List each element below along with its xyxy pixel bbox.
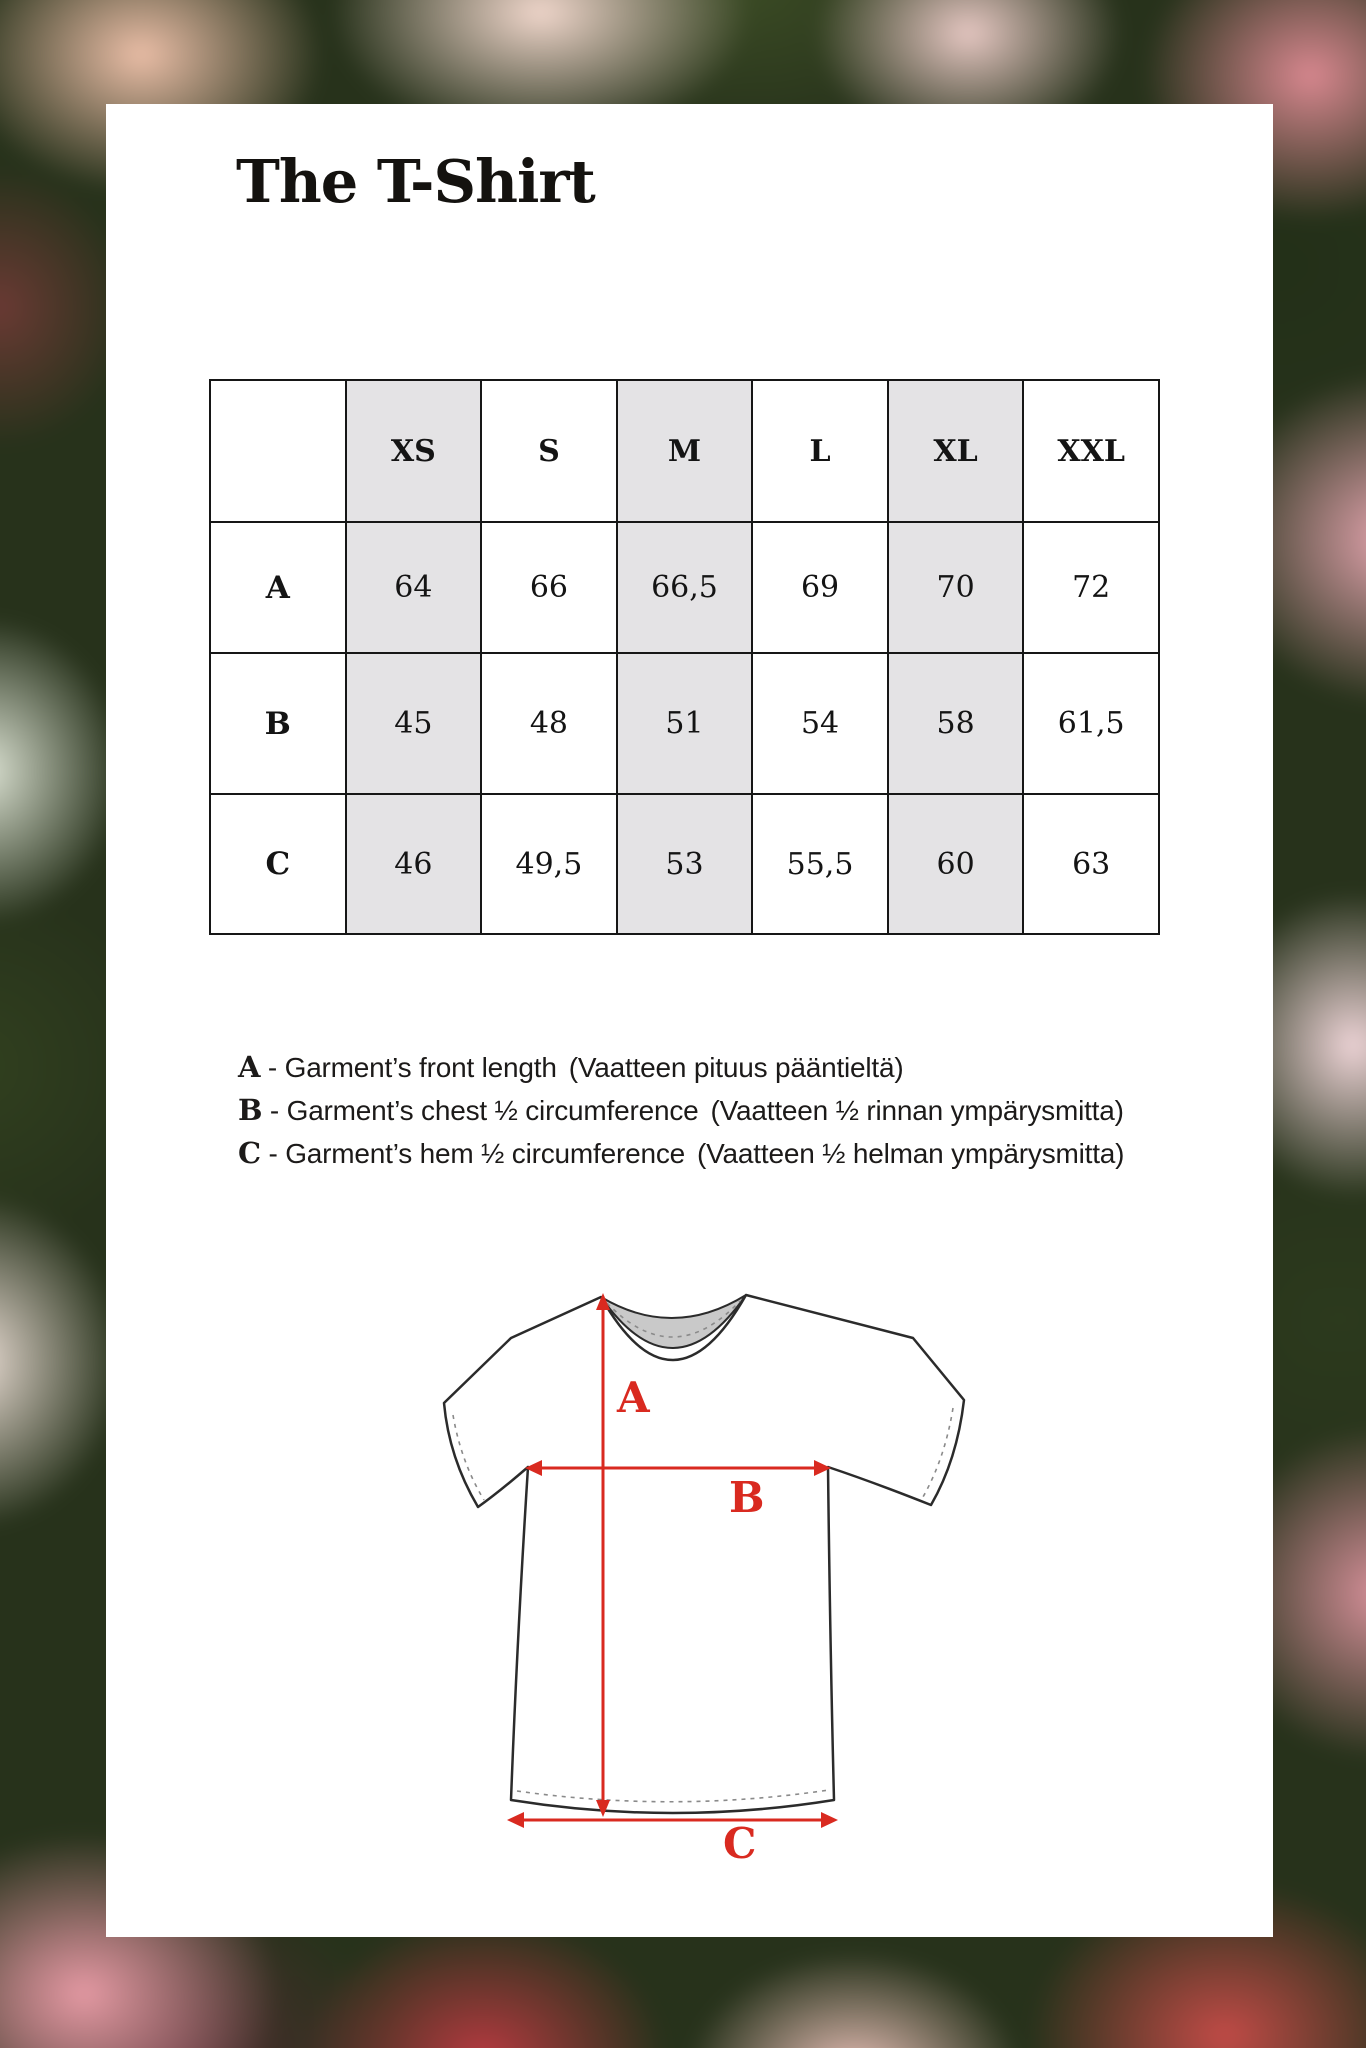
corner-cell bbox=[210, 380, 346, 522]
size-column-header-l: L bbox=[752, 380, 888, 522]
legend-separator: - bbox=[262, 1095, 287, 1126]
legend-text-en-a: Garment’s front length bbox=[284, 1052, 557, 1083]
size-column-header-s: S bbox=[481, 380, 617, 522]
size-value-cell: 70 bbox=[888, 522, 1024, 653]
table-row-b bbox=[210, 653, 1159, 794]
legend-separator: - bbox=[260, 1052, 285, 1083]
legend-key-a: A bbox=[238, 1050, 261, 1084]
arrow-left-icon bbox=[507, 1812, 524, 1828]
size-chart-header-row bbox=[210, 380, 1159, 522]
page-title: The T-Shirt bbox=[236, 147, 595, 216]
measurement-row-label-c: C bbox=[210, 794, 346, 934]
size-chart-table bbox=[209, 379, 1160, 935]
size-value-cell: 69 bbox=[752, 522, 888, 653]
tshirt-diagram bbox=[421, 1270, 1001, 1870]
legend-text-fi-a: (Vaatteen pituus pääntieltä) bbox=[568, 1052, 904, 1083]
tshirt-outline bbox=[444, 1295, 964, 1813]
size-value-cell: 55,5 bbox=[752, 794, 888, 934]
arrow-right-icon bbox=[821, 1812, 838, 1828]
legend-key-c: C bbox=[238, 1136, 261, 1170]
measurement-label-a: A bbox=[617, 1373, 650, 1422]
size-value-cell: 45 bbox=[346, 653, 482, 794]
table-row-c bbox=[210, 794, 1159, 934]
legend-text-fi-c: (Vaatteen ½ helman ympärysmitta) bbox=[697, 1138, 1125, 1169]
legend-key-b: B bbox=[238, 1093, 263, 1127]
legend-text-fi-b: (Vaatteen ½ rinnan ympärysmitta) bbox=[710, 1095, 1124, 1126]
measurement-legend bbox=[238, 1046, 1124, 1175]
table-row-a bbox=[210, 522, 1159, 653]
legend-separator: - bbox=[260, 1138, 286, 1169]
size-value-cell: 63 bbox=[1023, 794, 1159, 934]
size-value-cell: 66 bbox=[481, 522, 617, 653]
size-column-header-xxl: XXL bbox=[1023, 380, 1159, 522]
size-column-header-xs: XS bbox=[346, 380, 482, 522]
size-value-cell: 64 bbox=[346, 522, 482, 653]
legend-text-en-b: Garment’s chest ½ circumference bbox=[286, 1095, 699, 1126]
legend-line-a bbox=[238, 1046, 1124, 1089]
size-guide-card bbox=[106, 104, 1273, 1937]
size-value-cell: 53 bbox=[617, 794, 753, 934]
legend-line-b bbox=[238, 1089, 1124, 1132]
measurement-row-label-b: B bbox=[210, 653, 346, 794]
size-value-cell: 54 bbox=[752, 653, 888, 794]
size-value-cell: 49,5 bbox=[481, 794, 617, 934]
size-value-cell: 46 bbox=[346, 794, 482, 934]
size-value-cell: 61,5 bbox=[1023, 653, 1159, 794]
measurement-row-label-a: A bbox=[210, 522, 346, 653]
size-value-cell: 72 bbox=[1023, 522, 1159, 653]
size-value-cell: 51 bbox=[617, 653, 753, 794]
legend-line-c bbox=[238, 1132, 1124, 1175]
size-value-cell: 60 bbox=[888, 794, 1024, 934]
measurement-label-b: B bbox=[729, 1473, 765, 1522]
size-value-cell: 58 bbox=[888, 653, 1024, 794]
legend-text-en-c: Garment’s hem ½ circumference bbox=[285, 1138, 686, 1169]
size-column-header-xl: XL bbox=[888, 380, 1024, 522]
size-value-cell: 66,5 bbox=[617, 522, 753, 653]
size-column-header-m: M bbox=[617, 380, 753, 522]
measurement-label-c: C bbox=[723, 1819, 757, 1868]
size-value-cell: 48 bbox=[481, 653, 617, 794]
